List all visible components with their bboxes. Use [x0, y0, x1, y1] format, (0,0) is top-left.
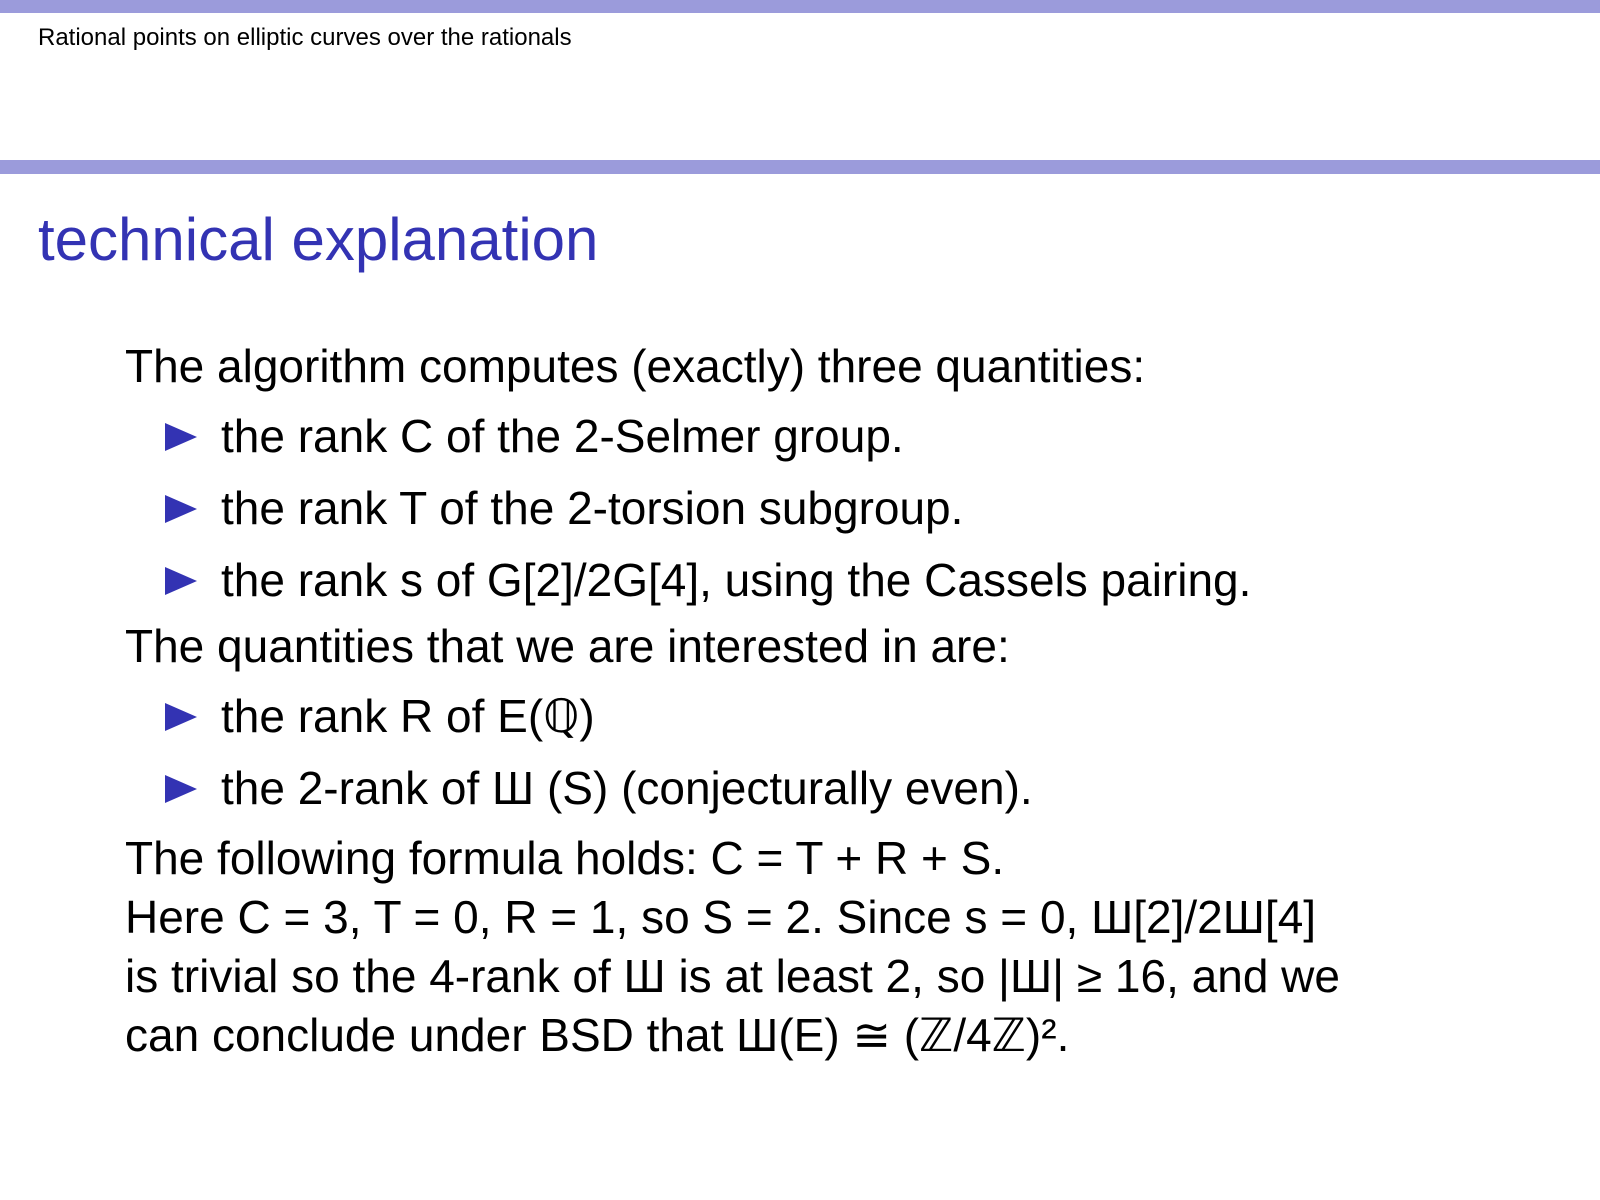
list-item-text: the rank s of G[2]/2G[4], using the Cassels pairing. [221, 554, 1252, 606]
list-item [125, 680, 1575, 752]
conclusion-line: is trivial so the 4-rank of Ш is at least 2, so |Ш| ≥ 16, and we [125, 950, 1340, 1002]
interested-quantities-list [125, 680, 1575, 824]
triangle-right-icon [165, 680, 199, 752]
list-item-text: the rank T of the 2-torsion subgroup. [221, 482, 964, 534]
frame-title: technical explanation [38, 206, 599, 273]
top-bar [0, 0, 1600, 13]
header-rule [0, 160, 1600, 174]
list-item-text: the 2-rank of Ш (S) (conjecturally even). [221, 762, 1033, 814]
conclusion-line: can conclude under BSD that Ш(E) ≅ (ℤ/4ℤ)². [125, 1009, 1070, 1061]
triangle-right-icon [165, 472, 199, 544]
interest-intro-text: The quantities that we are interested in are: [125, 620, 1010, 672]
slide-content [125, 336, 1575, 1065]
conclusion-paragraph [125, 888, 1575, 1065]
header-title: Rational points on elliptic curves over the rationals [38, 24, 572, 51]
list-item [125, 752, 1575, 824]
list-item-text: the rank R of E(ℚ) [221, 690, 595, 742]
intro-text: The algorithm computes (exactly) three quantities: [125, 340, 1146, 392]
list-item [125, 472, 1575, 544]
conclusion-line: Here C = 3, T = 0, R = 1, so S = 2. Since s = 0, Ш[2]/2Ш[4] [125, 891, 1317, 943]
triangle-right-icon [165, 400, 199, 472]
computed-quantities-list [125, 400, 1575, 616]
triangle-right-icon [165, 544, 199, 616]
triangle-right-icon [165, 752, 199, 824]
list-item [125, 400, 1575, 472]
formula-text: The following formula holds: C = T + R + S. [125, 832, 1005, 884]
list-item [125, 544, 1575, 616]
list-item-text: the rank C of the 2-Selmer group. [221, 410, 904, 462]
